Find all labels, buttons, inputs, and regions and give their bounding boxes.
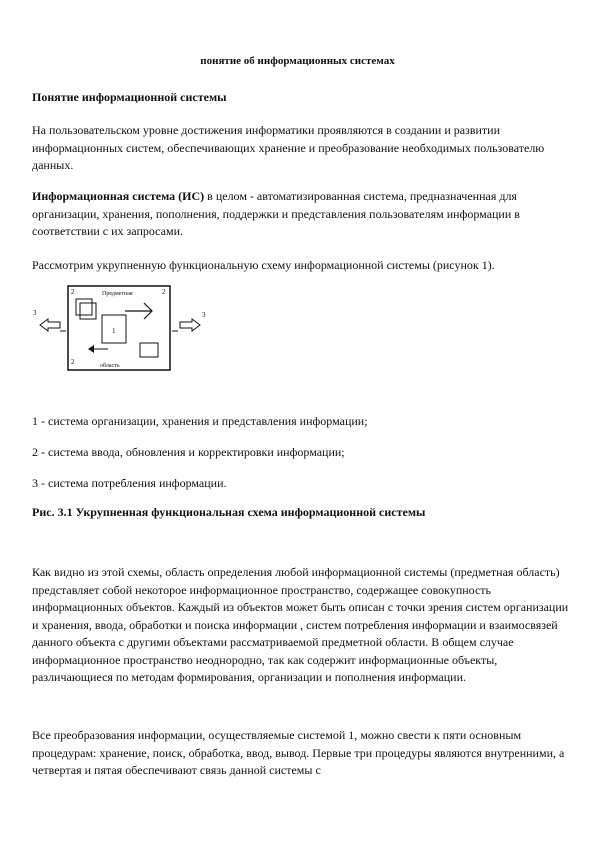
- paragraph-diagram-intro: Рассмотрим укрупненную функциональную схему информационной системы (рисунок 1).: [32, 258, 495, 272]
- diagram-hollow-arrow-left: [40, 319, 60, 331]
- definition-text: в целом - автоматизированная система, предназначенная для организации, хранения, пополнения, поддержки и представления пользователям информации в соответствии с их запросами.: [32, 189, 520, 238]
- paragraph-analysis: Как видно из этой схемы, область определения любой информационной системы (предметная область) представляет собой некоторое информационное пространство, содержащее совокупность информационных объектов. Каждый из объектов может быть описан с точки зрения систем организации и хранения, ввода, обработки и поиска информации , систем потребления информации и взаимосвязей данного объекта с другими объектами рассматриваемой предметной области. В общем случае информационное пространство неоднородно, так как содержит информационные объекты, различающиеся по методам формирования, организации и пополнения информации.: [32, 565, 569, 684]
- paragraph-procedures: Все преобразования информации, осуществляемые системой 1, можно свести к пяти основным процедурам: хранение, поиск, обработка, ввод, вывод. Первые три процедуры являются внутренними, а четвертая и пятая обеспечивают связь данной системы с: [32, 728, 565, 777]
- functional-diagram: [30, 281, 230, 381]
- legend-item: 2 - система ввода, обновления и корректировки информации;: [32, 445, 345, 459]
- diagram-number-2-top: 2: [71, 288, 75, 296]
- diagram-number-2-bottom: 2: [71, 358, 75, 366]
- diagram-number-2-right: 2: [162, 288, 166, 296]
- paragraph-intro: На пользовательском уровне достижения информатики проявляются в создании и развитии информационных систем, обеспечивающих хранение и преобразование необходимых пользователю данных.: [32, 123, 545, 172]
- diagram-arrow-left-head: [88, 345, 94, 353]
- diagram-number-3-right: 3: [202, 311, 206, 319]
- diagram-box-input: [76, 299, 92, 315]
- definition-term: Информационная система (ИС): [32, 189, 205, 203]
- page-title: понятие об информационных системах: [200, 55, 395, 67]
- paragraph-definition: [32, 188, 570, 241]
- diagram-box-output: [140, 343, 158, 357]
- legend-item: 1 - система организации, хранения и представления информации;: [32, 414, 368, 428]
- diagram-hollow-arrow-right: [180, 319, 200, 331]
- diagram-number-3-left: 3: [33, 309, 37, 317]
- figure-caption: Рис. 3.1 Укрупненная функциональная схема информационной системы: [32, 505, 426, 519]
- diagram-label-top: Предметная: [102, 291, 133, 297]
- diagram-box-input-shadow: [80, 303, 96, 319]
- diagram-label-bottom: область: [100, 363, 120, 369]
- diagram-number-1: 1: [112, 327, 116, 335]
- legend-item: 3 - система потребления информации.: [32, 476, 227, 490]
- section-heading: Понятие информационной системы: [32, 90, 227, 104]
